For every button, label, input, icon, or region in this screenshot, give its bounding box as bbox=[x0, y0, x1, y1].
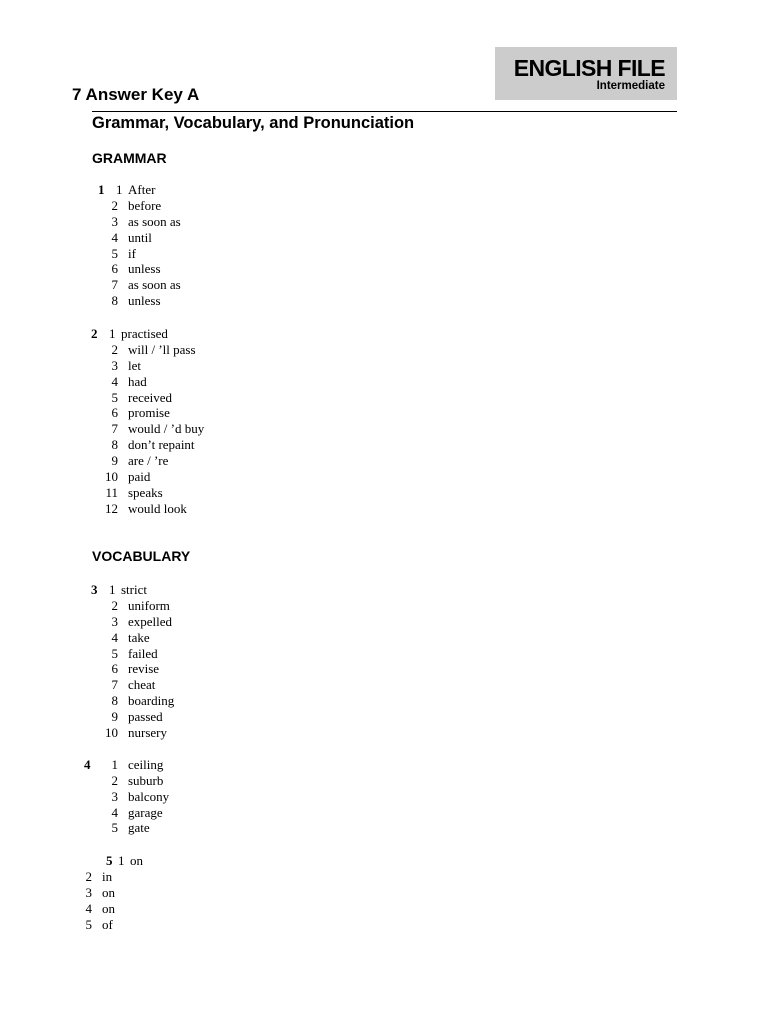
answer-row bbox=[0, 374, 260, 390]
answer-row bbox=[0, 277, 260, 293]
answer-number: 9 bbox=[111, 452, 118, 468]
answer-text: boarding bbox=[128, 693, 175, 709]
exercise-number: 1 bbox=[98, 182, 105, 197]
answer-row bbox=[0, 582, 220, 598]
answer-row bbox=[0, 326, 220, 342]
answer-row bbox=[0, 917, 260, 933]
answer-number: 2 bbox=[111, 342, 118, 357]
answer-text: don’t repaint bbox=[128, 437, 195, 453]
answer-number: 5 bbox=[85, 916, 92, 932]
brand-logo-box bbox=[495, 47, 677, 100]
answer-row bbox=[0, 773, 260, 789]
answer-row bbox=[0, 869, 260, 885]
answer-number: 6 bbox=[111, 261, 118, 277]
answer-text: unless bbox=[128, 261, 161, 277]
vocabulary-heading: VOCABULARY bbox=[92, 548, 191, 564]
answer-number: 4 bbox=[111, 373, 118, 389]
section-title: Grammar, Vocabulary, and Pronunciation bbox=[92, 114, 415, 132]
answer-text: as soon as bbox=[128, 213, 181, 229]
answer-row bbox=[0, 390, 260, 406]
answer-row bbox=[0, 709, 260, 725]
answer-row bbox=[0, 342, 260, 358]
answer-text: gate bbox=[128, 820, 150, 836]
answer-number: 3 bbox=[111, 788, 118, 804]
answer-row bbox=[0, 485, 260, 501]
answer-number: 12 bbox=[105, 500, 118, 516]
answer-row bbox=[0, 358, 260, 374]
answer-number: 10 bbox=[105, 468, 118, 484]
answer-text: on bbox=[130, 853, 143, 868]
answer-row bbox=[0, 805, 260, 821]
answer-text: if bbox=[128, 245, 136, 261]
answer-row bbox=[0, 646, 260, 662]
answer-number: 3 bbox=[85, 884, 92, 900]
answer-number: 7 bbox=[111, 421, 118, 437]
answer-row bbox=[0, 630, 260, 646]
answer-number: 1 bbox=[118, 853, 125, 868]
answer-text: ceiling bbox=[128, 757, 164, 772]
answer-number: 2 bbox=[85, 869, 92, 884]
answer-text: uniform bbox=[128, 598, 170, 613]
answer-text: cheat bbox=[128, 677, 156, 693]
answer-text: After bbox=[128, 182, 156, 197]
exercise-number: 3 bbox=[91, 582, 98, 597]
answer-text: on bbox=[102, 884, 115, 900]
answer-number: 1 bbox=[109, 326, 116, 341]
answer-number: 3 bbox=[111, 613, 118, 629]
answer-number: 4 bbox=[111, 629, 118, 645]
answer-text: are / ’re bbox=[128, 452, 169, 468]
answer-number: 4 bbox=[111, 229, 118, 245]
answer-text: speaks bbox=[128, 484, 163, 500]
answer-text: before bbox=[128, 198, 162, 213]
answer-number: 11 bbox=[105, 484, 118, 500]
brand-subtitle: Intermediate bbox=[596, 80, 665, 92]
answer-row bbox=[0, 901, 260, 917]
answer-row bbox=[0, 261, 260, 277]
answer-text: of bbox=[102, 916, 113, 932]
answer-number: 8 bbox=[111, 693, 118, 709]
answer-number: 2 bbox=[111, 198, 118, 213]
answer-number: 4 bbox=[85, 900, 92, 916]
answer-row bbox=[0, 725, 260, 741]
answer-text: failed bbox=[128, 645, 158, 661]
exercise-number: 2 bbox=[91, 326, 98, 341]
answer-number: 3 bbox=[111, 213, 118, 229]
answer-text: until bbox=[128, 229, 152, 245]
answer-number: 5 bbox=[111, 645, 118, 661]
document-title: 7 Answer Key A bbox=[72, 85, 200, 104]
answer-row bbox=[0, 246, 260, 262]
answer-number: 7 bbox=[111, 677, 118, 693]
answer-number: 5 bbox=[111, 245, 118, 261]
answer-row bbox=[0, 853, 200, 869]
answer-number: 8 bbox=[111, 437, 118, 453]
answer-text: paid bbox=[128, 468, 151, 484]
answer-text: promise bbox=[128, 405, 170, 421]
answer-number: 1 bbox=[116, 182, 123, 197]
answer-text: in bbox=[102, 869, 113, 884]
answer-row bbox=[0, 661, 260, 677]
grammar-heading: GRAMMAR bbox=[92, 150, 167, 166]
answer-row bbox=[0, 182, 200, 198]
answer-row bbox=[0, 293, 260, 309]
answer-number: 3 bbox=[111, 357, 118, 373]
answer-number: 4 bbox=[111, 804, 118, 820]
answer-number: 9 bbox=[111, 708, 118, 724]
answer-text: received bbox=[128, 389, 173, 405]
answer-text: strict bbox=[121, 582, 147, 597]
answer-row bbox=[0, 405, 260, 421]
answer-number: 1 bbox=[109, 582, 116, 597]
answer-row bbox=[0, 198, 260, 214]
answer-text: unless bbox=[128, 293, 161, 309]
answer-text: will / ’ll pass bbox=[128, 342, 196, 357]
answer-row bbox=[0, 230, 260, 246]
answer-row bbox=[0, 693, 260, 709]
answer-row bbox=[0, 598, 260, 614]
answer-text: practised bbox=[121, 326, 168, 341]
answer-text: balcony bbox=[128, 788, 170, 804]
answer-number: 10 bbox=[105, 724, 118, 740]
answer-number: 7 bbox=[111, 277, 118, 293]
answer-row bbox=[0, 437, 260, 453]
answer-row bbox=[0, 453, 260, 469]
answer-number: 2 bbox=[111, 598, 118, 613]
answer-row bbox=[0, 469, 260, 485]
answer-text: nursery bbox=[128, 724, 167, 740]
answer-text: passed bbox=[128, 708, 163, 724]
answer-row bbox=[0, 820, 260, 836]
exercise-number: 5 bbox=[106, 853, 113, 868]
brand-title: ENGLISH FILE bbox=[513, 55, 665, 81]
answer-text: would look bbox=[128, 500, 187, 516]
answer-text: expelled bbox=[128, 613, 173, 629]
title-divider bbox=[92, 111, 677, 112]
answer-text: garage bbox=[128, 804, 163, 820]
answer-row bbox=[0, 614, 260, 630]
answer-text: revise bbox=[128, 661, 160, 677]
answer-number: 5 bbox=[111, 389, 118, 405]
answer-row bbox=[0, 677, 260, 693]
answer-row bbox=[0, 789, 260, 805]
answer-text: suburb bbox=[128, 772, 164, 788]
answer-number: 8 bbox=[111, 293, 118, 309]
answer-text: take bbox=[128, 629, 150, 645]
answer-text: had bbox=[128, 373, 147, 389]
answer-text: as soon as bbox=[128, 277, 181, 293]
exercise-number: 4 bbox=[84, 757, 91, 772]
answer-row bbox=[0, 885, 260, 901]
answer-row bbox=[0, 214, 260, 230]
answer-number: 5 bbox=[111, 820, 118, 836]
answer-number: 1 bbox=[111, 757, 118, 772]
answer-number: 2 bbox=[111, 772, 118, 788]
answer-text: would / ’d buy bbox=[128, 421, 205, 437]
answer-number: 6 bbox=[111, 661, 118, 677]
answer-row bbox=[0, 421, 260, 437]
answer-text: on bbox=[102, 900, 115, 916]
answer-row bbox=[0, 501, 260, 517]
answer-row bbox=[0, 757, 260, 773]
answer-text: let bbox=[128, 357, 141, 373]
answer-number: 6 bbox=[111, 405, 118, 421]
